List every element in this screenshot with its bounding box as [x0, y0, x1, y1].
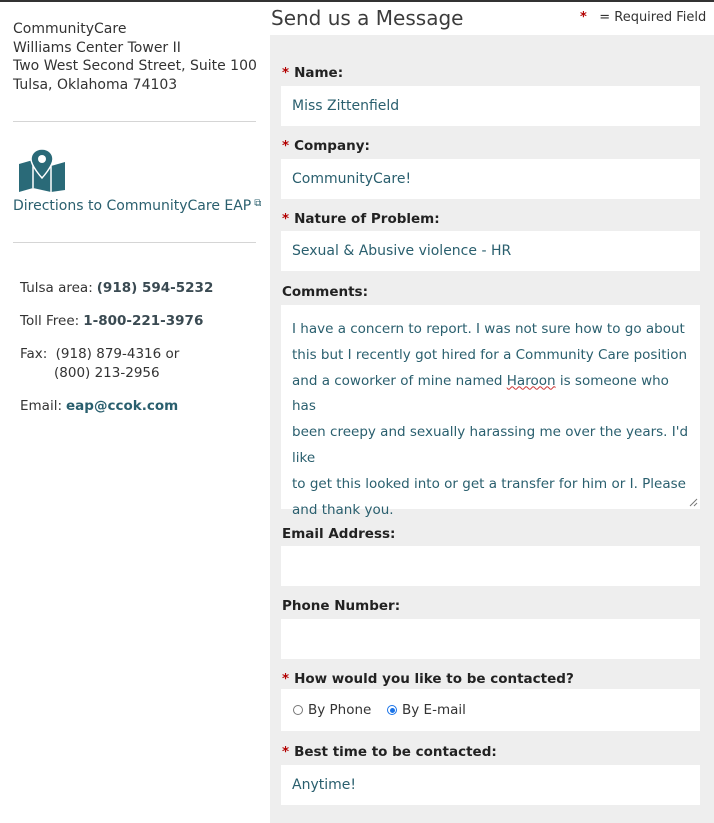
radio-label: By E-mail [402, 702, 466, 718]
radio-unchecked-icon[interactable] [293, 705, 303, 715]
comment-line [292, 369, 689, 421]
divider [13, 242, 256, 243]
form-title: Send us a Message [271, 6, 464, 30]
best-time-input[interactable]: Anytime! [281, 765, 700, 805]
directions-link[interactable] [13, 198, 261, 214]
required-star: * [282, 744, 290, 760]
problem-label-text: Nature of Problem: [294, 211, 440, 227]
email-label: Email: [20, 398, 63, 414]
misspelled-word: Haroon [506, 372, 556, 389]
radio-by-phone[interactable] [293, 702, 371, 718]
directions-link-label[interactable]: Directions to CommunityCare EAP [13, 198, 252, 214]
contact-method-group [281, 689, 700, 731]
company-input[interactable]: CommunityCare! [281, 159, 700, 199]
comment-text: is someone who has [292, 372, 669, 415]
address-block [13, 20, 257, 94]
fax-row [20, 346, 179, 362]
tollfree-row [20, 313, 203, 329]
address-line: CommunityCare [13, 21, 127, 37]
company-label [282, 138, 370, 154]
address-line: Williams Center Tower II [13, 39, 181, 56]
fax-label: Fax: [20, 346, 48, 362]
name-label [282, 65, 343, 81]
company-label-text: Company: [294, 138, 370, 154]
email-address-label: Email Address: [282, 526, 396, 542]
map-pin-icon[interactable] [17, 148, 67, 192]
comment-line: to get this looked into or get a transfer for him or I. Please [292, 475, 686, 492]
email-address-input[interactable] [281, 546, 700, 586]
address-line: Tulsa, Oklahoma 74103 [13, 76, 178, 93]
tulsa-label: Tulsa area: [20, 280, 93, 296]
name-input[interactable]: Miss Zittenfield [281, 86, 700, 126]
contact-info-column [0, 0, 260, 823]
comment-line: been creepy and sexually harassing me over the years. I'd like [292, 424, 689, 466]
required-star: * [282, 138, 290, 154]
best-time-label [282, 744, 497, 760]
tulsa-phone[interactable]: (918) 594-5232 [96, 280, 214, 296]
external-link-icon: ⧉ [254, 198, 262, 209]
radio-label: By Phone [308, 702, 372, 718]
phone-number-label: Phone Number: [282, 598, 401, 614]
required-star: * [282, 65, 290, 81]
required-note-text: = Required Field [599, 10, 707, 25]
phone-number-input[interactable] [281, 619, 700, 659]
comment-line: I have a concern to report. I was not sure how to go about [292, 321, 685, 337]
tulsa-phone-row [20, 280, 213, 296]
address-line: Two West Second Street, Suite 100 [13, 58, 257, 74]
comment-text: and a coworker of mine named [292, 372, 507, 389]
comments-label: Comments: [282, 284, 368, 300]
divider [13, 121, 256, 122]
email-link[interactable]: eap@ccok.com [66, 398, 179, 414]
required-star: * [580, 10, 587, 25]
contact-method-label [282, 671, 574, 687]
comment-line: this but I recently got hired for a Community Care position [292, 346, 688, 363]
required-star: * [282, 211, 290, 227]
tollfree-phone[interactable]: 1-800-221-3976 [83, 313, 204, 329]
required-star: * [282, 671, 290, 687]
tollfree-label: Toll Free: [20, 313, 80, 329]
radio-by-email[interactable] [387, 702, 466, 718]
fax-number-2: (800) 213-2956 [54, 365, 160, 381]
problem-label [282, 211, 440, 227]
best-time-label-text: Best time to be contacted: [294, 744, 497, 760]
comments-textarea[interactable] [281, 305, 700, 518]
radio-checked-icon[interactable] [387, 705, 397, 715]
resize-handle-icon[interactable] [689, 498, 698, 507]
contact-method-label-text: How would you like to be contacted? [294, 671, 574, 687]
fax-number-1: (918) 879-4316 or [55, 346, 180, 362]
required-field-note [580, 10, 706, 25]
name-label-text: Name: [294, 65, 344, 81]
email-row [20, 398, 178, 414]
nature-of-problem-input[interactable]: Sexual & Abusive violence - HR [281, 231, 700, 271]
comment-line: and thank you. [292, 501, 394, 518]
